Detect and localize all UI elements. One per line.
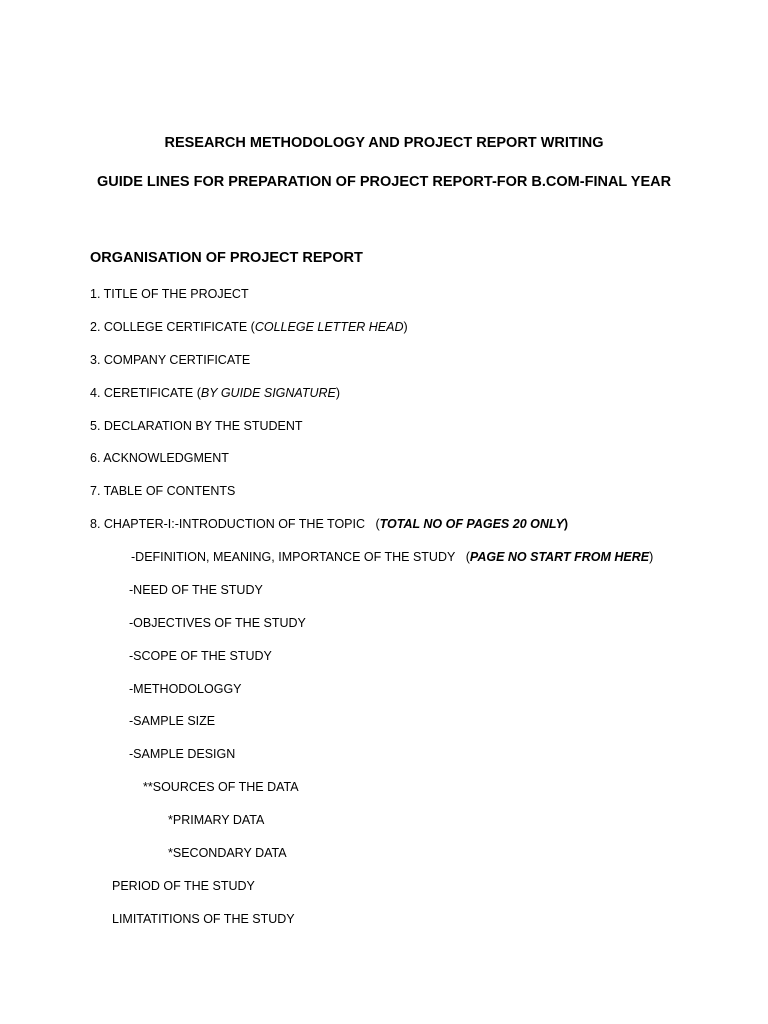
list-item-8-note: TOTAL NO OF PAGES 20 ONLY — [379, 517, 564, 531]
list-item-2-text: 2. COLLEGE CERTIFICATE ( — [90, 320, 255, 334]
section-heading: ORGANISATION OF PROJECT REPORT — [90, 250, 363, 266]
sub-item-definition-text: -DEFINITION, MEANING, IMPORTANCE OF THE STUDY — [131, 550, 456, 564]
list-item-2-note: COLLEGE LETTER HEAD — [254, 320, 404, 334]
sub-item-definition — [131, 549, 653, 565]
list-item-2 — [90, 319, 408, 335]
sub-item-objectives: -OBJECTIVES OF THE STUDY — [129, 616, 306, 630]
sub-item-sources: **SOURCES OF THE DATA — [143, 780, 299, 794]
sub-item-definition-open: ( — [465, 550, 470, 564]
sub-item-primary: *PRIMARY DATA — [168, 813, 265, 827]
sub-item-need: -NEED OF THE STUDY — [129, 583, 263, 597]
list-item-3: 3. COMPANY CERTIFICATE — [90, 353, 251, 367]
list-item-5: 5. DECLARATION BY THE STUDENT — [90, 419, 303, 433]
document-subtitle: GUIDE LINES FOR PREPARATION OF PROJECT REPORT-FOR B.COM-FINAL YEAR — [96, 174, 672, 190]
list-item-4-text: 4. CERETIFICATE ( — [90, 386, 201, 400]
list-item-1: 1. TITLE OF THE PROJECT — [90, 287, 249, 301]
sub-item-secondary: *SECONDARY DATA — [168, 846, 287, 860]
list-item-8-text: 8. CHAPTER-I:-INTRODUCTION OF THE TOPIC — [90, 517, 366, 531]
sub-item-limitations: LIMITATITIONS OF THE STUDY — [112, 912, 295, 926]
list-item-8-open: ( — [375, 517, 380, 531]
sub-item-scope: -SCOPE OF THE STUDY — [129, 649, 272, 663]
sub-item-definition-note: PAGE NO START FROM HERE — [469, 550, 650, 564]
list-item-2-close: ) — [403, 320, 408, 334]
sub-item-sample-size: -SAMPLE SIZE — [129, 714, 216, 728]
list-item-6: 6. ACKNOWLEDGMENT — [90, 451, 229, 465]
sub-item-definition-close: ) — [649, 550, 654, 564]
list-item-8 — [90, 516, 568, 532]
list-item-4-close: ) — [335, 386, 341, 400]
list-item-7: 7. TABLE OF CONTENTS — [90, 484, 236, 498]
document-title: RESEARCH METHODOLOGY AND PROJECT REPORT WRITING — [164, 135, 604, 151]
sub-item-sample-design: -SAMPLE DESIGN — [129, 747, 236, 761]
list-item-8-close: ) — [563, 517, 569, 531]
list-item-4-note: BY GUIDE SIGNATURE — [200, 386, 336, 400]
sub-item-period: PERIOD OF THE STUDY — [112, 879, 255, 893]
sub-item-methodology: -METHODOLOGGY — [129, 682, 242, 696]
list-item-4 — [90, 385, 340, 401]
